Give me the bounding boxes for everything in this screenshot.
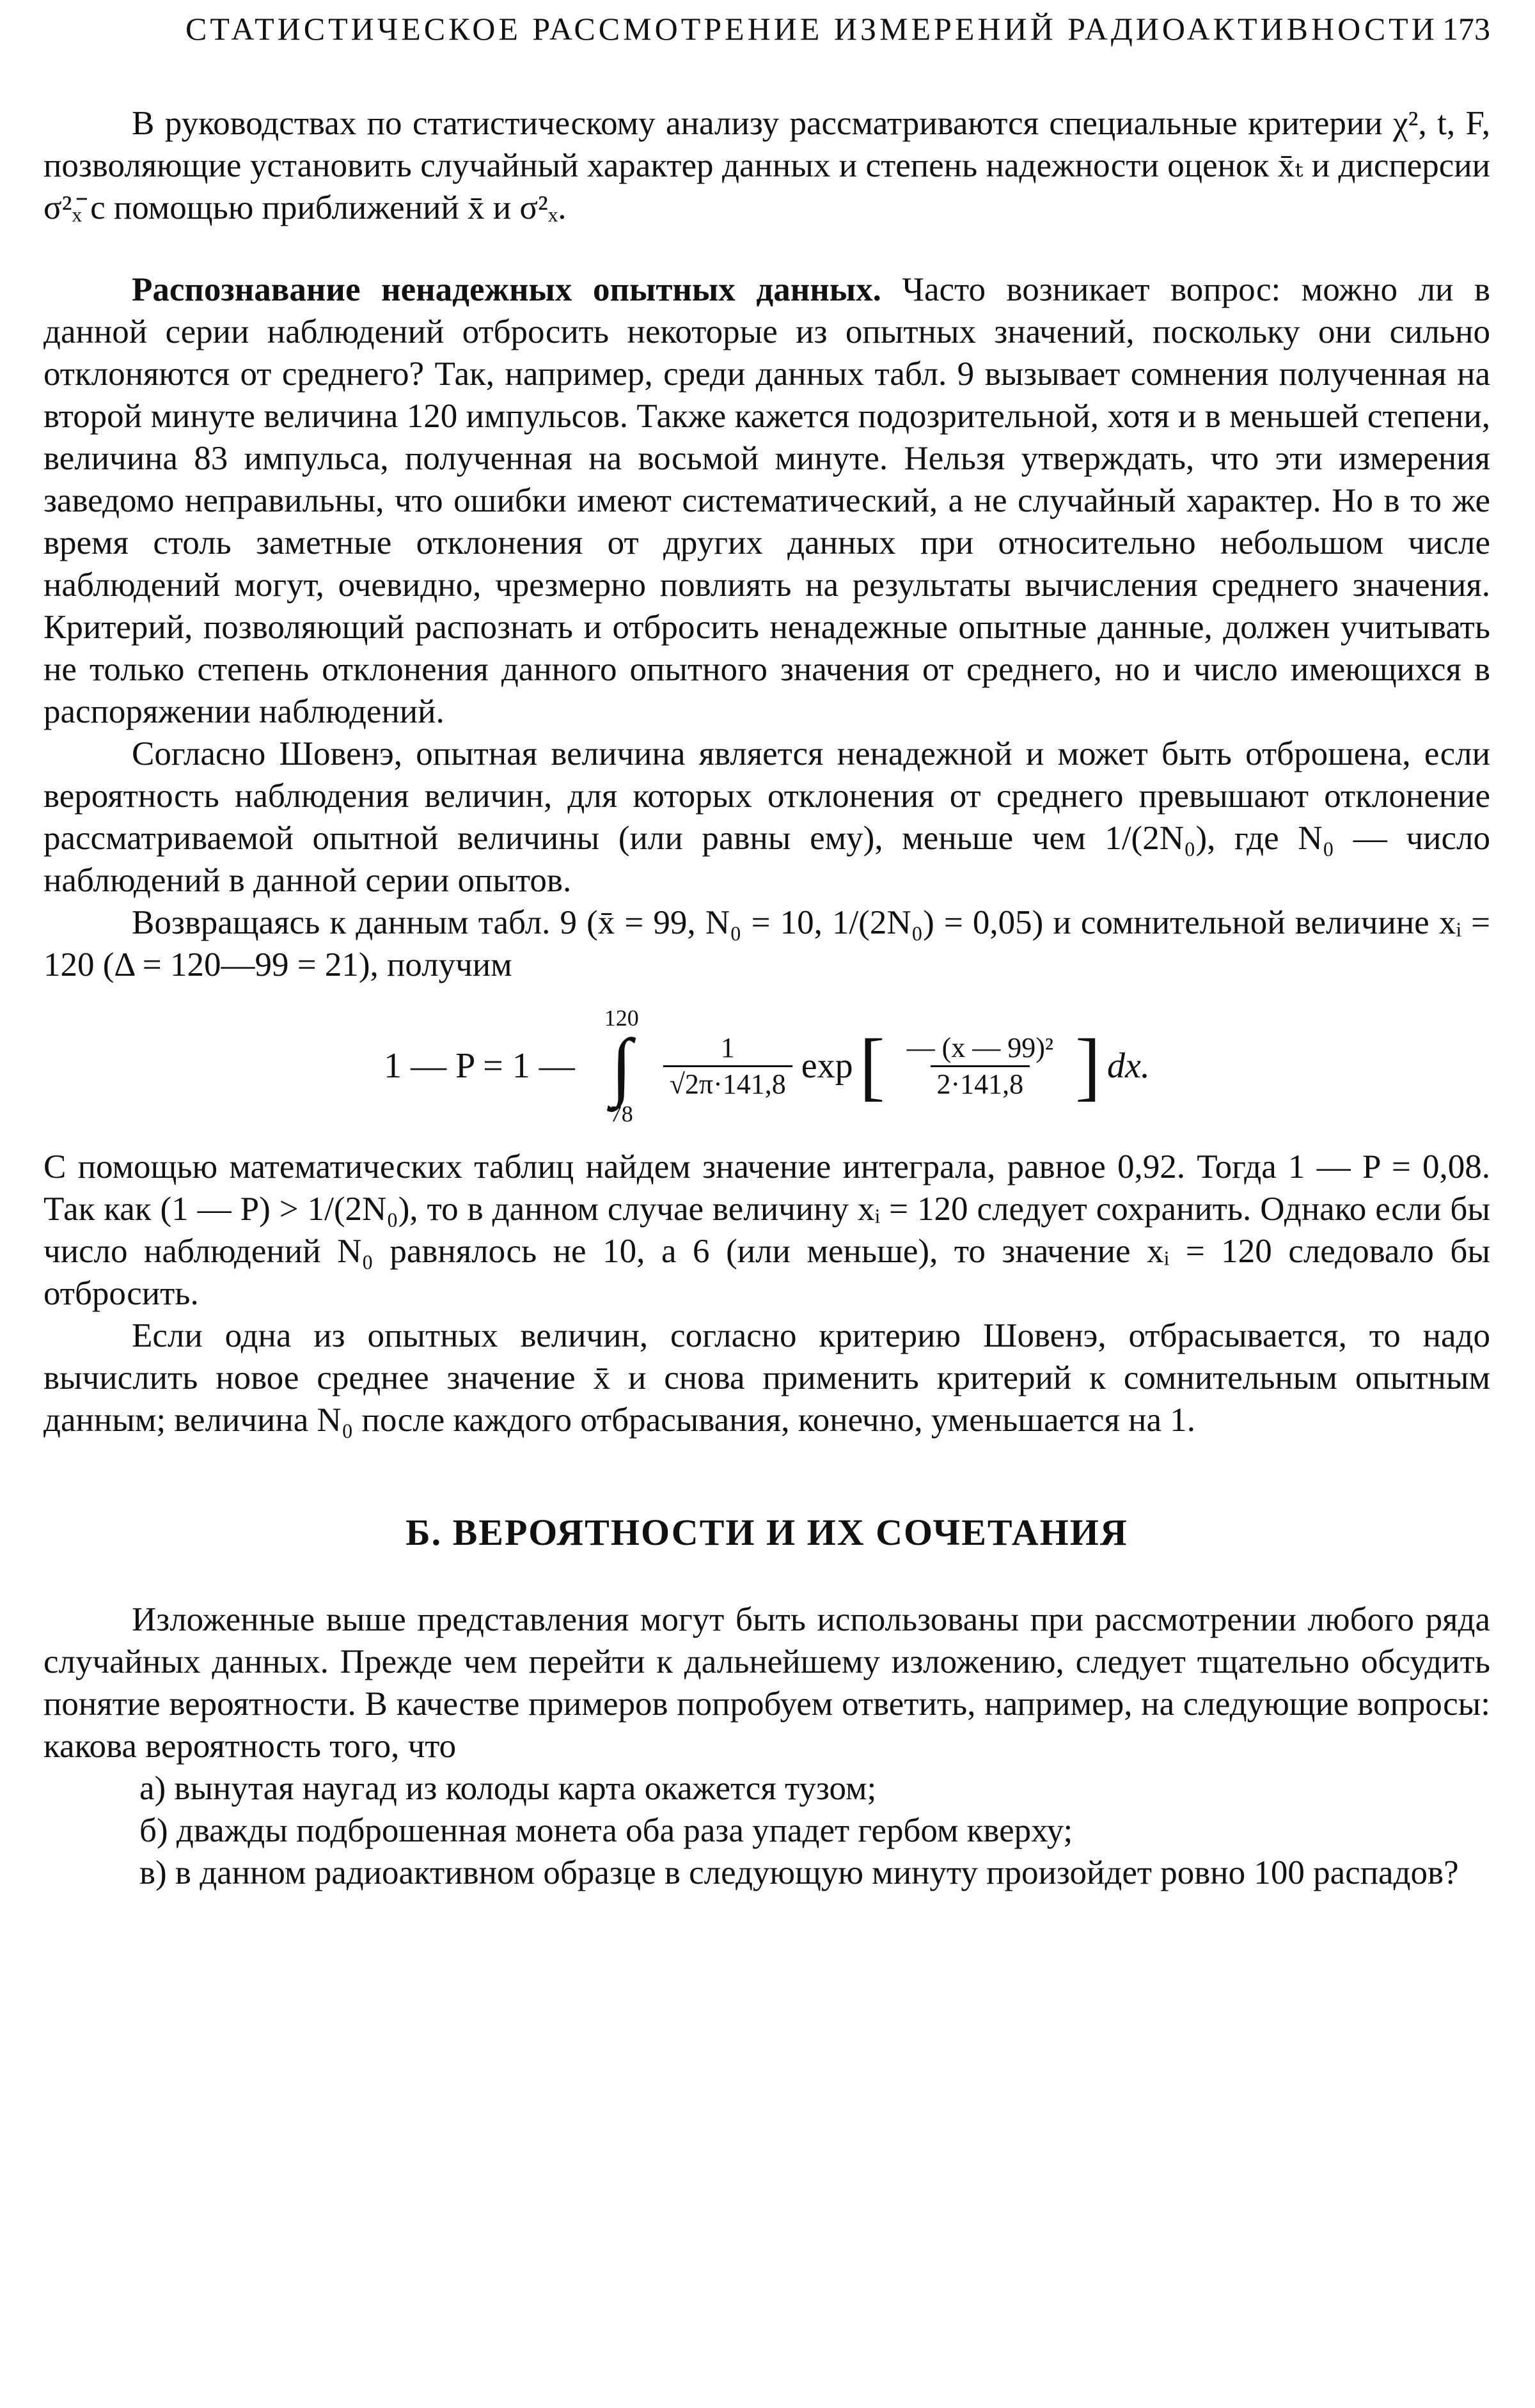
normalization-fraction — [663, 1031, 792, 1102]
integral-result-paragraph: С помощью математических таблиц найдем значение интеграла, равное 0,92. Тогда 1 — P = 0,08. Так как (1 — P) > 1/(2N₀), то в данном случае величину xᵢ = 120 следует сохранить. Однако если бы число наблюдений N₀ равнялось не 10, а 6 (или меньше), то значение xᵢ = 120 следовало бы отбросить. — [43, 1148, 1490, 1312]
question-item-a: а) вынутая наугад из колоды карта окажется тузом; — [139, 1770, 877, 1807]
section-a-title: Распознавание ненадежных опытных данных. — [132, 271, 881, 308]
fraction-numerator: 1 — [720, 1031, 735, 1063]
exponent-denominator: 2·141,8 — [931, 1065, 1030, 1102]
right-bracket: ] — [1075, 1023, 1101, 1108]
running-title: СТАТИСТИЧЕСКОЕ РАССМОТРЕНИЕ ИЗМЕРЕНИЙ РАДИОАКТИВНОСТИ — [185, 11, 1438, 47]
running-header — [185, 8, 1490, 50]
exponent-numerator: — (x — 99)² — [906, 1031, 1054, 1063]
integral-formula — [43, 986, 1490, 1146]
formula-lhs: 1 — P = 1 — — [384, 1046, 575, 1086]
differential: dx. — [1107, 1046, 1150, 1086]
recompute-mean-paragraph: Если одна из опытных величин, согласно критерию Шовенэ, отбрасывается, то надо вычислить новое среднее значение x̄ и снова применить критерий к сомнительным опытным данным; величина N₀ после каждого отбрасывания, конечно, уменьшается на 1. — [43, 1317, 1490, 1439]
page-number: 173 — [1442, 11, 1490, 47]
integral-lower-limit: 78 — [610, 1101, 633, 1127]
integral-upper-limit: 120 — [604, 1005, 639, 1031]
intro-paragraph: В руководствах по статистическому анализу рассматриваются специальные критерии χ², t, F, позволяющие установить случайный характер данных и степень надежности оценок x̄ₜ и дисперсии σ²ₓ̄ с помощью приближений x̄ и σ²ₓ. — [43, 105, 1490, 226]
exp-label: exp — [801, 1046, 853, 1086]
question-item-c: в) в данном радиоактивном образце в следующую минуту произойдет ровно 100 распадов? — [139, 1854, 1459, 1891]
page-body — [43, 102, 1490, 1894]
exponent-fraction — [901, 1031, 1060, 1102]
chauvenet-criterion-paragraph: Согласно Шовенэ, опытная величина является ненадежной и может быть отброшена, если вероятность наблюдения величин, для которых отклонения от среднего превышают отклонение рассматриваемой опытной величины (или равны ему), меньше чем 1/(2N₀), где N₀ — число наблюдений в данной серии опытов. — [43, 735, 1490, 899]
table9-example-paragraph: Возвращаясь к данным табл. 9 (x̄ = 99, N₀ = 10, 1/(2N₀) = 0,05) и сомнительной величине xᵢ = 120 (Δ = 120—99 = 21), получим — [43, 904, 1490, 983]
left-bracket: [ — [859, 1023, 885, 1108]
integral-sign — [604, 1005, 639, 1127]
section-a-first-paragraph — [43, 269, 1490, 733]
section-b-intro-paragraph: Изложенные выше представления могут быть использованы при рассмотрении любого ряда случайных данных. Прежде чем перейти к дальнейшему изложению, следует тщательно обсудить понятие вероятности. В качестве примеров попробуем ответить, например, на следующие вопросы: какова вероятность того, что — [43, 1601, 1490, 1765]
fraction-denominator: √2π·141,8 — [663, 1065, 792, 1102]
section-a-first-text: Часто возникает вопрос: можно ли в данной серии наблюдений отбросить некоторые из опытных значений, поскольку они сильно отклоняются от среднего? Так, например, среди данных табл. 9 вызывает сомнения полученная на второй минуте величина 120 импульсов. Также кажется подозрительной, хотя и в меньшей степени, величина 83 импульса, полученная на восьмой минуте. Нельзя утверждать, что эти измерения заведомо неправильны, что ошибки имеют систематический, а не случайный характер. Но в то же время столь заметные отклонения от других данных при относительно небольшом числе наблюдений могут, очевидно, чрезмерно повлиять на результаты вычисления среднего значения. Критерий, позволяющий распознать и отбросить ненадежные опытные данные, должен учитывать не только степень отклонения данного опытного значения от среднего, но и число имеющихся в распоряжении наблюдений. — [43, 271, 1491, 730]
question-item-b: б) дважды подброшенная монета оба раза упадет гербом кверху; — [139, 1812, 1073, 1849]
paragraph-gap — [43, 229, 1490, 269]
integral-symbol: ∫ — [611, 1023, 633, 1108]
section-b-title: Б. ВЕРОЯТНОСТИ И ИХ СОЧЕТАНИЯ — [405, 1512, 1128, 1553]
